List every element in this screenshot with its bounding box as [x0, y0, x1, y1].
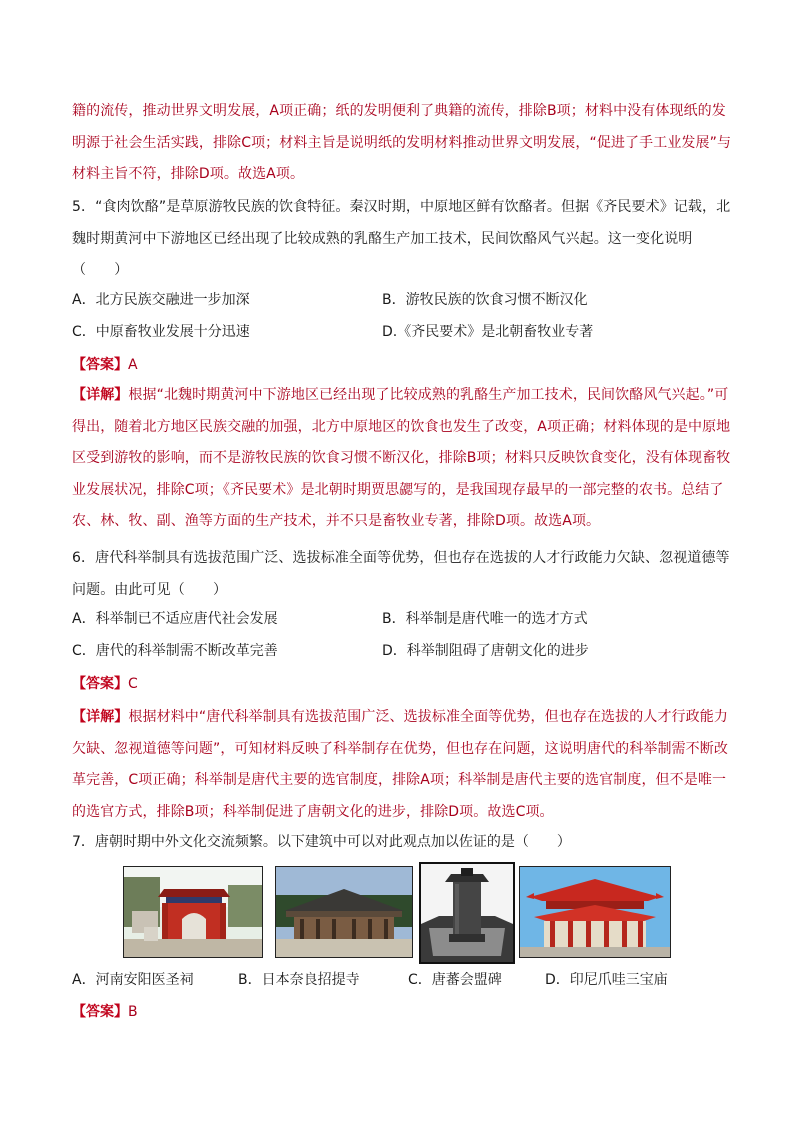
- red-temple-photo-icon: [520, 867, 670, 957]
- q7-option-c: C．唐蕃会盟碑: [408, 972, 502, 988]
- answer-value: B: [128, 1004, 138, 1020]
- detail-text: 根据材料中“唐代科举制具有选拔范围广泛、选拔标准全面等优势，但也存在选拔的人才行政能力欠缺、忽视道德等问题”，可知材料反映了科举制存在优势，但也存在问题，这说明唐代的科举制需不断改革完善，C项正确；科举制是唐代主要的选官制度，排除A项；科举制是唐代主要的选官制度，但不是唯一的选官方式，排除B项；科举制促进了唐朝文化的进步，排除D项。故选C项。: [72, 709, 728, 820]
- detail-label: 【详解】: [72, 387, 129, 403]
- question-7-stem: 7．唐朝时期中外文化交流频繁。以下建筑中可以对此观点加以佐证的是（ ）: [72, 834, 571, 850]
- q5-answer: [72, 355, 138, 375]
- q5-option-c: C．中原畜牧业发展十分迅速: [72, 324, 250, 340]
- gate-photo-icon: [124, 867, 262, 957]
- q5-option-d: D.《齐民要术》是北朝畜牧业专著: [382, 324, 594, 340]
- q6-option-c: C．唐代的科举制需不断改革完善: [72, 643, 278, 659]
- q6-option-a: A．科举制已不适应唐代社会发展: [72, 611, 278, 627]
- photo-d-sam-poo-kong: [519, 866, 671, 958]
- question-6-stem: 6．唐代科举制具有选拔范围广泛、选拔标准全面等优势，但也存在选拔的人才行政能力欠缺、忽视道德等问题。由此可见（ ）: [72, 550, 730, 598]
- stele-photo-icon: [421, 864, 513, 962]
- answer-label: 【答案】: [72, 1004, 128, 1020]
- answer-label: 【答案】: [72, 357, 128, 373]
- analysis-continuation: 籍的流传，推动世界文明发展，A项正确；纸的发明便利了典籍的流传，排除B项；材料中没有体现纸的发明源于社会生活实践，排除C项；材料主旨是说明纸的发明材料推动世界文明发展，“促进了手工业发展”与材料主旨不符，排除D项。故选A项。: [72, 103, 732, 182]
- answer-value: C: [128, 676, 138, 692]
- question-5-stem: 5．“食肉饮酪”是草原游牧民族的饮食特征。秦汉时期，中原地区鲜有饮酪者。但据《齐民要术》记载，北魏时期黄河中下游地区已经出现了比较成熟的乳酪生产加工技术，民间饮酪风气兴起。这一变化说明（ ）: [72, 199, 731, 278]
- photo-c-tang-tibet-stele: [419, 862, 515, 964]
- q7-option-d: D．印尼爪哇三宝庙: [545, 972, 668, 988]
- q6-answer: [72, 674, 138, 694]
- q7-option-b: B．日本奈良招提寺: [238, 972, 360, 988]
- temple-photo-icon: [276, 867, 412, 957]
- q6-detail: [72, 702, 732, 828]
- photo-a-anyang-shrine: [123, 866, 263, 958]
- q5-detail: [72, 380, 732, 538]
- detail-text: 根据“北魏时期黄河中下游地区已经出现了比较成熟的乳酪生产加工技术，民间饮酪风气兴起。”可得出，随着北方地区民族交融的加强，北方中原地区的饮食也发生了改变，A项正确；材料体现的是中原地区受到游牧的影响，而不是游牧民族的饮食习惯不断汉化，排除B项；材料只反映饮食变化，没有体现畜牧业发展状况，排除C项；《齐民要术》是北朝时期贾思勰写的，是我国现存最早的一部完整的农书。总结了农、林、牧、副、渔等方面的生产技术，并不只是畜牧业专著，排除D项。故选A项。: [72, 387, 731, 529]
- answer-label: 【答案】: [72, 676, 128, 692]
- q7-answer: [72, 1002, 138, 1022]
- q7-option-a: A．河南安阳医圣祠: [72, 972, 194, 988]
- q6-option-b: B．科举制是唐代唯一的选才方式: [382, 611, 588, 627]
- detail-label: 【详解】: [72, 709, 129, 725]
- q6-option-d: D．科举制阻碍了唐朝文化的进步: [382, 643, 589, 659]
- q5-option-a: A．北方民族交融进一步加深: [72, 292, 250, 308]
- q5-option-b: B．游牧民族的饮食习惯不断汉化: [382, 292, 588, 308]
- answer-value: A: [128, 357, 138, 373]
- photo-b-toshodaiji: [275, 866, 413, 958]
